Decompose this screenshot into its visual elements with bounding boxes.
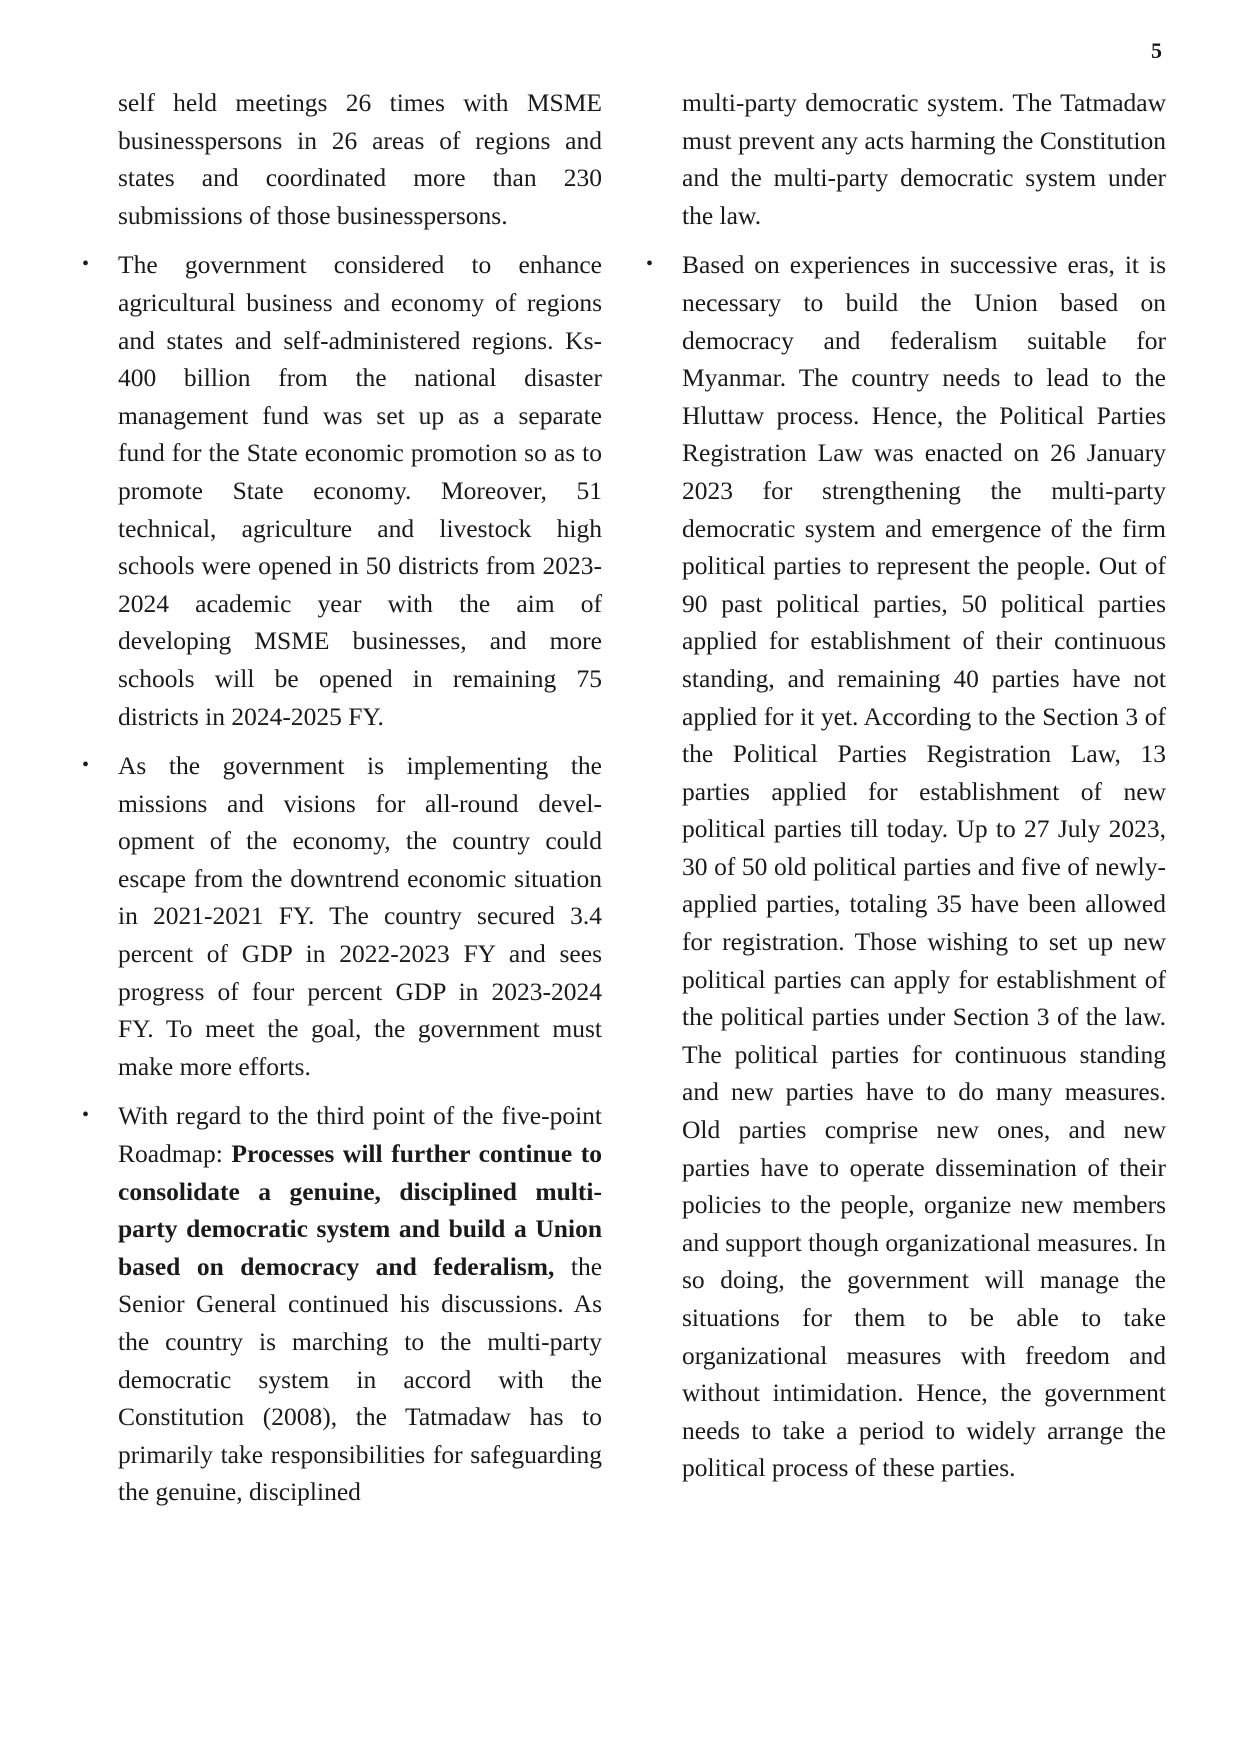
right-continuation-paragraph: multi-party democratic system. The Tatmadaw must prevent any acts harming the Constitution and the multi-party democratic system under the law.: [682, 88, 1166, 230]
bullet-icon: •: [646, 253, 654, 276]
left-bullet-text-3-rest: the Senior General continued his discussions. As the country is marching to the multi-party democratic system in accord with the Constitution (2008), the Tatmadaw has to primarily take responsibilities for safeguarding the genuine, disciplined: [118, 1251, 603, 1507]
left-bullet-item-3: [82, 1097, 603, 1511]
bullet-icon: •: [82, 754, 90, 777]
left-bullet-item-2: [82, 747, 602, 1085]
left-bullet-item-1: [82, 246, 602, 735]
left-continuation-paragraph: self held meetings 26 times with MSME businesspersons in 26 areas of regions and states and coordinated more than 230 submissions of those businesspersons.: [118, 88, 602, 230]
page-number: 5: [1151, 38, 1162, 63]
bullet-icon: •: [82, 1104, 90, 1127]
roadmap-point-bold-text: Processes will further continue to consolidate a genuine, disciplined multi-party democratic system and build a Union based on democracy and federalism,: [118, 1139, 602, 1281]
left-bullet-text-3-intro: With regard to the third point of the five-point Roadmap:: [118, 1101, 602, 1169]
bullet-icon: •: [82, 253, 90, 276]
left-bullet-text-1: The government considered to enhance agricultural business and economy of regions and states and self-administered regions. Ks-400 billion from the national disaster management fund was set up as a separate fund for the State economic promotion so as to promote State economy. Moreover, 51 technical, agriculture and livestock high schools were opened in 50 districts from 2023-2024 academic year with the aim of developing MSME businesses, and more schools will be opened in remaining 75 districts in 2024-2025 FY.: [118, 250, 602, 731]
right-bullet-item-1: [646, 246, 1166, 1487]
right-column: [646, 84, 1166, 1499]
right-bullet-text-1: Based on experiences in successive eras, it is necessary to build the Union based on democracy and federalism suitable for Myanmar. The country needs to lead to the Hluttaw process. Hence, the Political Parties Registration Law was enacted on 26 January 2023 for strengthening the multi-party democratic system and emergence of the firm political parties to represent the people. Out of 90 past political parties, 50 political parties applied for establishment of their continuous standing, and remaining 40 parties have not applied for it yet. According to the Section 3 of the Political Parties Registration Law, 13 parties applied for establishment of new political parties till today. Up to 27 July 2023, 30 of 50 old political parties and five of newly-applied parties, totaling 35 have been allowed for registration. Those wishing to set up new political parties can apply for establishment of the political parties under Section 3 of the law. The political parties for continuous standing and new parties have to do many measures. Old parties comprise new ones, and new parties have to operate dissemination of their policies to the people, organize new members and support though organizational measures. In so doing, the government will manage the situations for them to be able to take organizational measures with freedom and without intimidation. Hence, the government needs to take a period to widely arrange the political process of these parties.: [682, 250, 1166, 1483]
left-column: [82, 84, 603, 1523]
left-bullet-text-2: As the government is implementing the missions and visions for all-round development of the economy, the country could escape from the downtrend economic situation in 2021-2021 FY. The country secured 3.4 percent of GDP in 2022-2023 FY and sees progress of four percent GDP in 2023-2024 FY. To meet the goal, the government must make more efforts.: [118, 751, 602, 1081]
